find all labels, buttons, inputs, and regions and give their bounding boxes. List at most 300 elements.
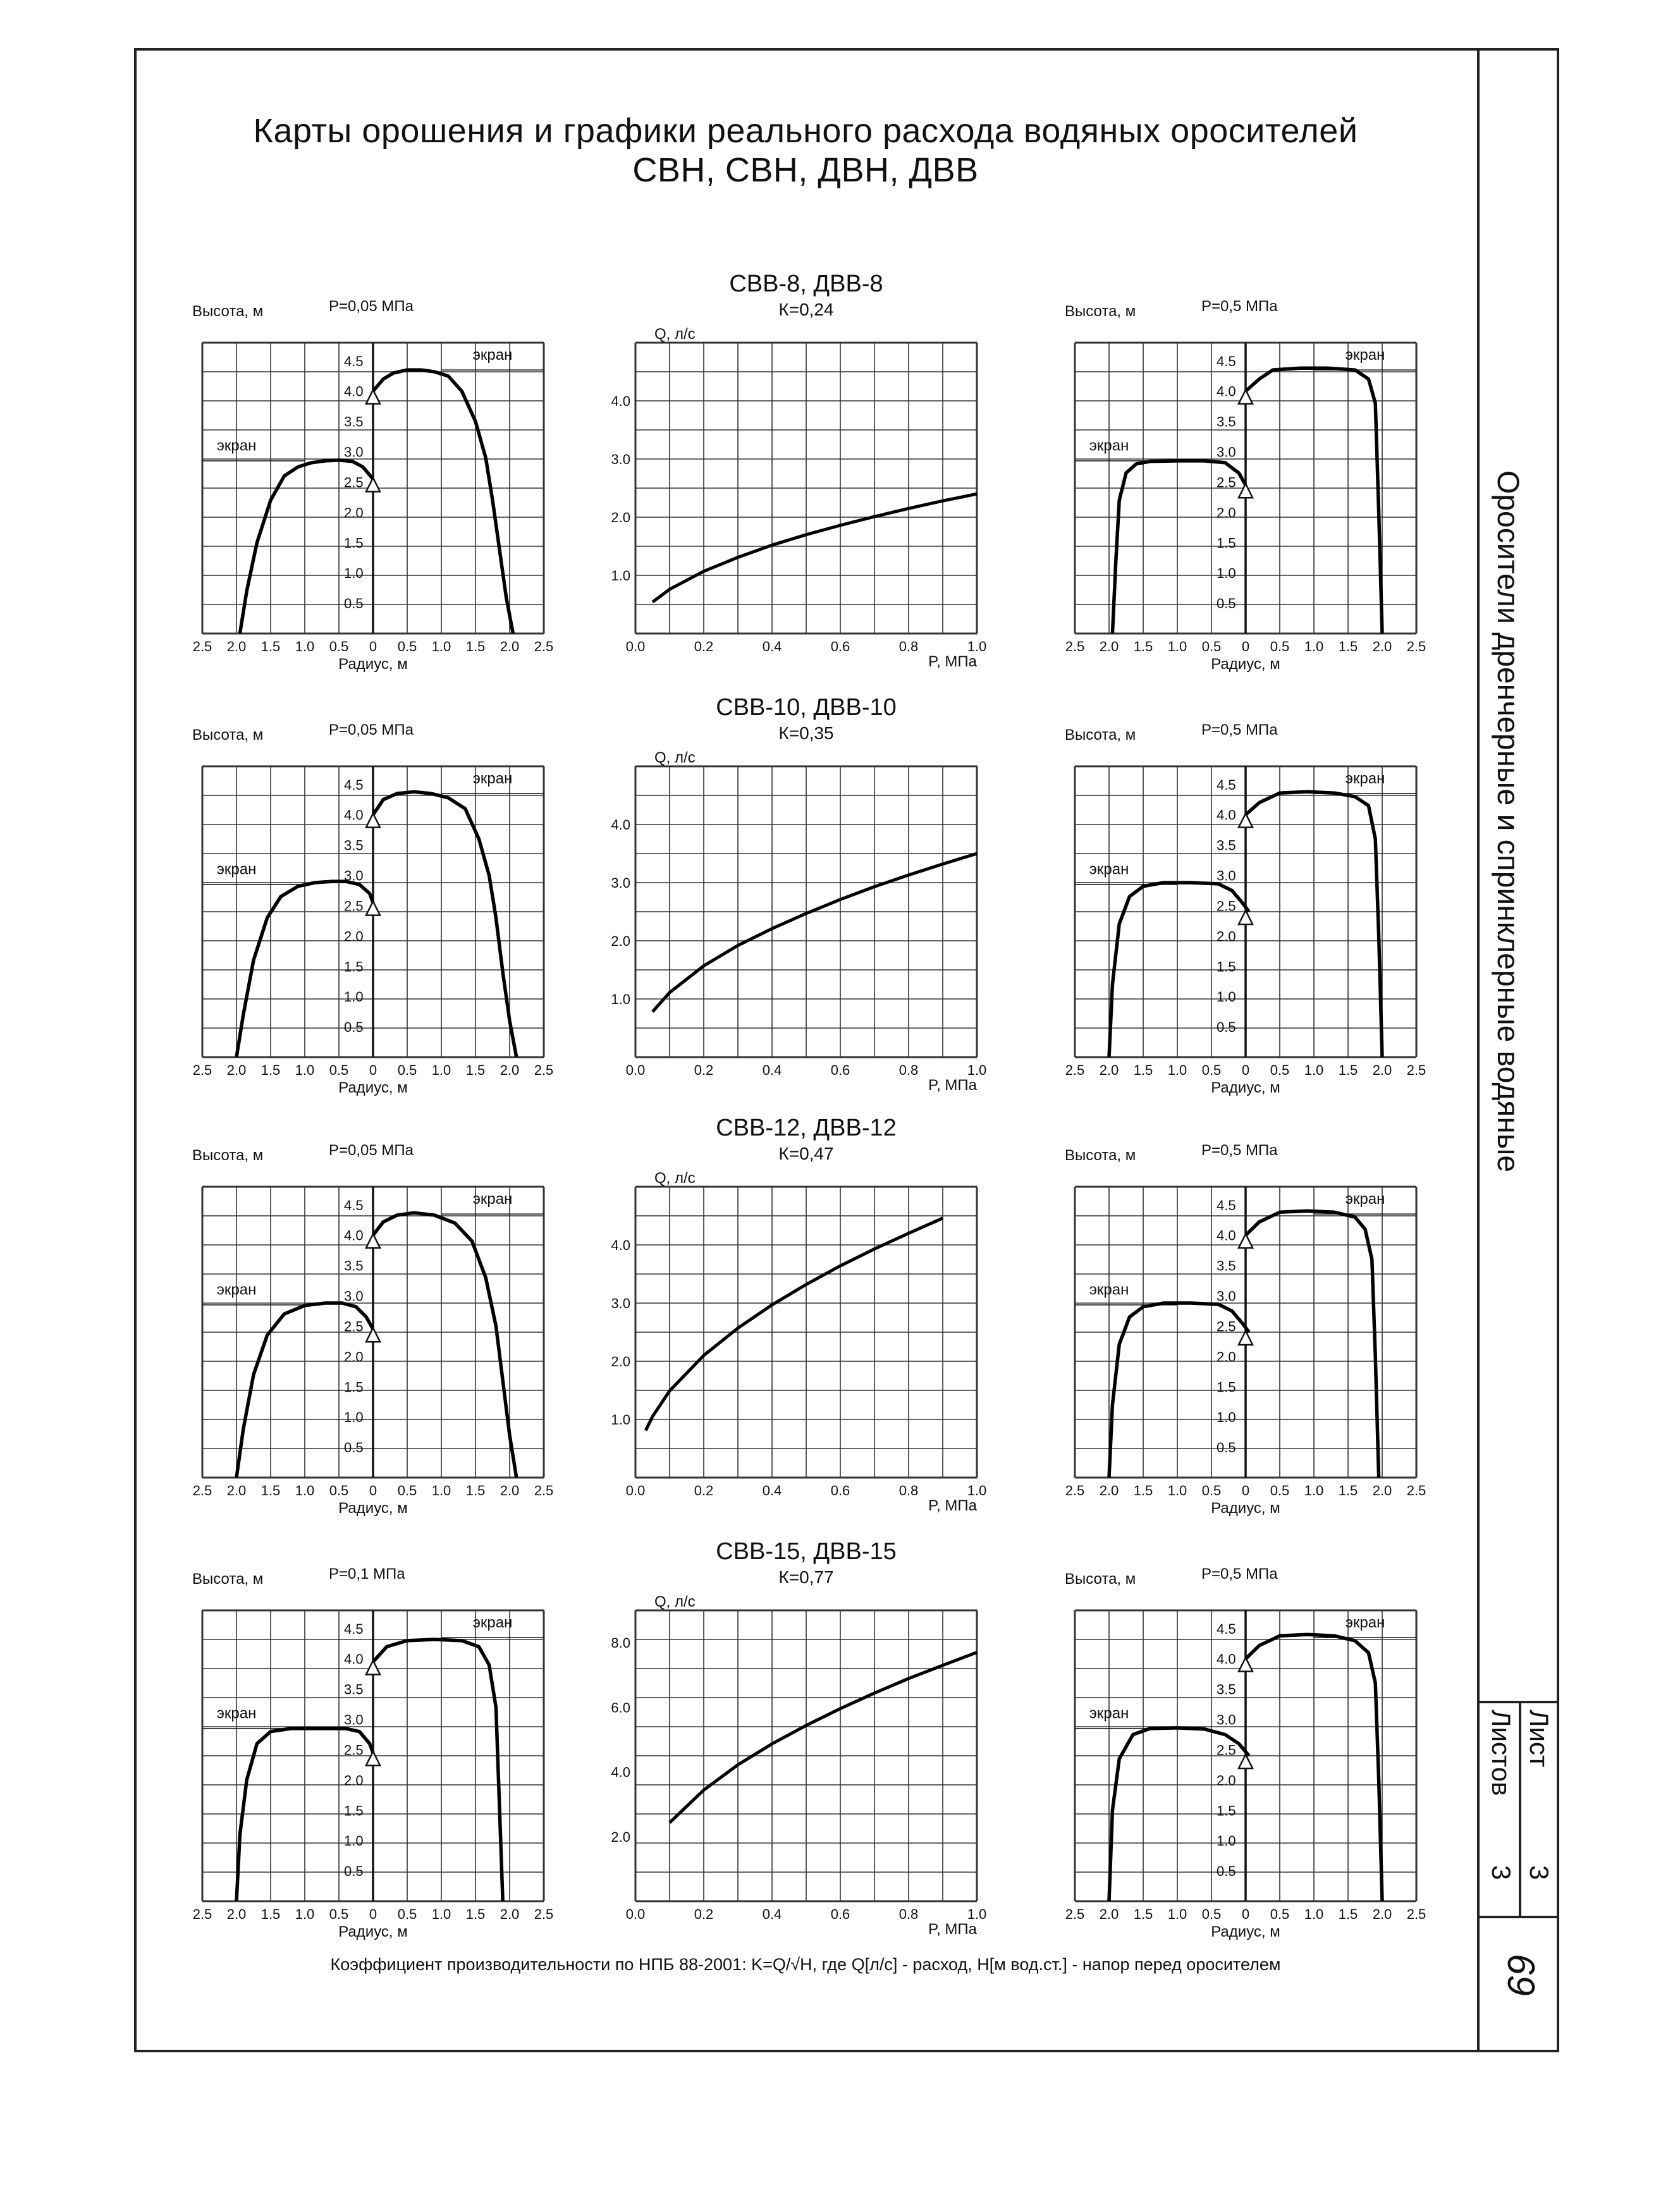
height-axis-label: Высота, м: [1065, 1147, 1136, 1164]
radius-axis-label: Радиус, м: [1211, 1923, 1280, 1940]
radius-tick-label: 1.0: [431, 1906, 451, 1922]
stamp-middle-rule: [1480, 1916, 1559, 1918]
height-tick-label: 1.5: [1217, 535, 1236, 551]
height-tick-label: 3.0: [1217, 1712, 1236, 1728]
height-axis-label: Высота, м: [1065, 303, 1136, 320]
height-tick-label: 0.5: [1217, 1863, 1236, 1880]
height-tick-label: 4.5: [344, 1620, 364, 1637]
radius-tick-label: 0.5: [1201, 1483, 1222, 1498]
q-tick-label: 1.0: [611, 568, 630, 584]
nozzle-marker: [366, 1660, 380, 1674]
radius-tick-label: 2.5: [1065, 1062, 1085, 1078]
nozzle-marker: [366, 1328, 380, 1342]
pressure-label: P=0,05 МПа: [329, 298, 414, 315]
radius-tick-label: 2.0: [500, 639, 520, 654]
height-tick-label: 2.0: [344, 1772, 364, 1789]
height-tick-label: 4.5: [1217, 353, 1236, 369]
p-tick-label: 0.6: [830, 1906, 850, 1922]
q-axis-label: Q, л/с: [654, 1170, 696, 1187]
radius-tick-label: 0: [369, 639, 377, 654]
radius-tick-label: 0.5: [1270, 1062, 1290, 1078]
q-tick-label: 2.0: [611, 510, 630, 525]
height-tick-label: 0.5: [344, 1863, 364, 1880]
q-tick-label: 6.0: [611, 1700, 630, 1716]
spray-map-high-pressure: [1062, 721, 1429, 1100]
height-tick-label: 4.0: [1217, 1651, 1236, 1667]
radius-tick-label: 2.0: [500, 1483, 520, 1498]
stamp-sheets-value: 3: [1487, 1865, 1516, 1880]
radius-tick-label: 1.5: [465, 1483, 486, 1498]
q-tick-label: 2.0: [611, 1354, 630, 1369]
p-axis-label: P, МПа: [928, 1921, 977, 1938]
pressure-label: P=0,5 МПа: [1201, 298, 1278, 315]
radius-tick-label: 0.5: [329, 1483, 349, 1498]
radius-tick-label: 2.0: [1372, 1483, 1392, 1498]
screen-label-upper: экран: [1345, 1190, 1385, 1208]
spray-curve-upper: [373, 1639, 503, 1901]
height-tick-label: 1.0: [344, 1833, 364, 1849]
radius-tick-label: 2.0: [1372, 1906, 1392, 1922]
height-tick-label: 3.0: [1217, 1288, 1236, 1304]
p-tick-label: 0.2: [694, 639, 714, 654]
screen-label-upper: экран: [1345, 1614, 1385, 1631]
height-tick-label: 3.0: [1217, 444, 1236, 460]
radius-axis-label: Радиус, м: [338, 656, 408, 673]
radius-tick-label: 1.5: [1338, 1483, 1358, 1498]
nozzle-marker: [1239, 814, 1253, 828]
radius-tick-label: 2.0: [1099, 1483, 1119, 1498]
height-tick-label: 2.5: [344, 474, 364, 491]
radius-tick-label: 1.0: [431, 639, 451, 654]
p-tick-label: 0.2: [694, 1906, 714, 1922]
q-tick-label: 3.0: [611, 875, 630, 891]
radius-tick-label: 0: [1241, 1062, 1250, 1078]
radius-tick-label: 0.5: [1201, 1906, 1222, 1922]
radius-tick-label: 1.5: [465, 1062, 486, 1078]
radius-tick-label: 1.0: [295, 1483, 315, 1498]
radius-axis-label: Радиус, м: [338, 1079, 408, 1096]
height-tick-label: 1.5: [344, 959, 364, 975]
radius-tick-label: 1.5: [1133, 1906, 1153, 1922]
radius-tick-label: 0: [369, 1062, 377, 1078]
spray-map-high-pressure: [1062, 1565, 1429, 1944]
radius-tick-label: 1.5: [465, 639, 486, 654]
p-tick-label: 0.0: [625, 1062, 646, 1078]
q-axis-label: Q, л/с: [654, 1593, 696, 1610]
radius-tick-label: 2.5: [192, 1062, 212, 1078]
nozzle-marker: [1239, 1658, 1253, 1672]
height-tick-label: 3.5: [1217, 1258, 1236, 1274]
pressure-label: P=0,05 МПа: [329, 1142, 414, 1159]
flow-rate-chart: [611, 1565, 990, 1944]
height-tick-label: 0.5: [1217, 1440, 1236, 1456]
spray-map-low-pressure: [190, 721, 556, 1100]
p-tick-label: 0.2: [694, 1062, 714, 1078]
flow-curve: [670, 1652, 977, 1822]
p-tick-label: 1.0: [967, 1906, 987, 1922]
height-tick-label: 2.0: [1217, 505, 1236, 521]
radius-tick-label: 2.5: [1065, 1483, 1085, 1498]
p-tick-label: 0.4: [762, 639, 782, 654]
radius-tick-label: 2.0: [1099, 1062, 1119, 1078]
height-tick-label: 4.5: [1217, 776, 1236, 793]
height-tick-label: 2.0: [1217, 928, 1236, 945]
radius-axis-label: Радиус, м: [1211, 656, 1280, 673]
p-tick-label: 1.0: [967, 1483, 987, 1498]
radius-tick-label: 2.5: [534, 1062, 554, 1078]
stamp-sheet-value: 3: [1524, 1865, 1554, 1880]
height-tick-label: 0.5: [344, 1440, 364, 1456]
flow-curve: [653, 854, 977, 1012]
radius-tick-label: 0.5: [1270, 1483, 1290, 1498]
radius-tick-label: 2.0: [226, 639, 247, 654]
nozzle-marker: [366, 1234, 380, 1248]
p-tick-label: 1.0: [967, 1062, 987, 1078]
radius-tick-label: 0.5: [329, 1062, 349, 1078]
radius-tick-label: 0.5: [397, 639, 417, 654]
height-tick-label: 3.5: [1217, 413, 1236, 430]
radius-tick-label: 0.5: [329, 1906, 349, 1922]
screen-label-lower: экран: [1089, 437, 1129, 455]
pressure-label: P=0,5 МПа: [1201, 1565, 1278, 1583]
p-tick-label: 0.4: [762, 1483, 782, 1498]
height-tick-label: 3.0: [1217, 867, 1236, 884]
height-tick-label: 4.0: [1217, 1227, 1236, 1244]
radius-tick-label: 1.0: [1304, 1906, 1324, 1922]
height-axis-label: Высота, м: [192, 726, 264, 744]
q-tick-label: 4.0: [611, 1764, 630, 1780]
screen-label-lower: экран: [216, 1281, 257, 1299]
p-tick-label: 0.6: [830, 639, 850, 654]
spray-map-low-pressure: [190, 1141, 556, 1521]
nozzle-marker: [366, 1751, 380, 1765]
q-tick-label: 3.0: [611, 1295, 630, 1311]
chart-row-heading: СВВ-8, ДВВ-8: [729, 271, 883, 297]
screen-label-upper: экран: [1345, 346, 1385, 364]
screen-label-lower: экран: [1089, 1281, 1129, 1299]
radius-tick-label: 1.0: [431, 1062, 451, 1078]
height-tick-label: 3.5: [344, 1681, 364, 1698]
height-tick-label: 2.0: [1217, 1349, 1236, 1365]
radius-tick-label: 0.5: [1270, 1906, 1290, 1922]
radius-tick-label: 2.5: [192, 1906, 212, 1922]
flow-curve: [646, 1218, 943, 1431]
height-tick-label: 2.5: [344, 898, 364, 914]
height-tick-label: 4.5: [1217, 1620, 1236, 1637]
height-tick-label: 2.5: [344, 1318, 364, 1335]
height-tick-label: 1.0: [1217, 1833, 1236, 1849]
height-tick-label: 4.0: [344, 1651, 364, 1667]
height-tick-label: 1.0: [344, 1409, 364, 1426]
radius-axis-label: Радиус, м: [338, 1500, 408, 1517]
screen-label-upper: экран: [472, 1614, 513, 1631]
radius-tick-label: 1.0: [1304, 639, 1324, 654]
pressure-label: P=0,1 МПа: [329, 1565, 405, 1583]
nozzle-marker: [1239, 390, 1253, 404]
flow-curve: [653, 494, 977, 602]
pressure-label: P=0,5 МПа: [1201, 1142, 1278, 1159]
footer-note: Коэффициент производительности по НПБ 88-2001: K=Q/√H, где Q[л/с] - расход, H[м вод.ст.] - напор перед оросителем: [330, 1955, 1281, 1974]
q-tick-label: 3.0: [611, 451, 630, 467]
chart-row-heading: СВВ-10, ДВВ-10: [716, 694, 897, 721]
stamp-sheets-label: Листов: [1487, 1710, 1516, 1796]
nozzle-marker: [366, 390, 380, 404]
p-tick-label: 0.0: [625, 1906, 646, 1922]
stamp-page-number: 69: [1500, 1954, 1542, 1996]
q-tick-label: 1.0: [611, 1412, 630, 1428]
radius-tick-label: 2.0: [1099, 1906, 1119, 1922]
radius-axis-label: Радиус, м: [338, 1923, 408, 1940]
height-tick-label: 2.5: [1217, 1318, 1236, 1335]
q-tick-label: 4.0: [611, 817, 630, 833]
height-tick-label: 3.5: [344, 413, 364, 430]
radius-tick-label: 2.0: [1372, 639, 1392, 654]
spray-curve-upper: [373, 370, 513, 634]
screen-label-lower: экран: [216, 861, 257, 878]
radius-tick-label: 1.5: [261, 1906, 281, 1922]
p-tick-label: 0.8: [898, 639, 919, 654]
radius-tick-label: 2.5: [534, 1906, 554, 1922]
height-tick-label: 4.0: [344, 383, 364, 400]
p-tick-label: 0.2: [694, 1483, 714, 1498]
radius-tick-label: 2.0: [1099, 639, 1119, 654]
p-tick-label: 0.8: [898, 1483, 919, 1498]
radius-tick-label: 0.5: [1201, 1062, 1222, 1078]
p-tick-label: 0.0: [625, 639, 646, 654]
height-tick-label: 1.0: [1217, 989, 1236, 1005]
radius-tick-label: 1.5: [465, 1906, 486, 1922]
height-axis-label: Высота, м: [192, 1571, 264, 1588]
radius-tick-label: 2.5: [1406, 1906, 1426, 1922]
height-tick-label: 1.5: [344, 535, 364, 551]
height-tick-label: 3.5: [344, 1258, 364, 1274]
radius-tick-label: 1.0: [431, 1483, 451, 1498]
chart-row-heading: СВВ-12, ДВВ-12: [716, 1115, 897, 1141]
screen-label-upper: экран: [472, 1190, 513, 1208]
pressure-label: P=0,5 МПа: [1201, 721, 1278, 738]
height-tick-label: 2.5: [1217, 898, 1236, 914]
height-tick-label: 1.5: [344, 1803, 364, 1819]
radius-tick-label: 0: [1241, 1483, 1250, 1498]
height-tick-label: 2.5: [344, 1742, 364, 1758]
height-tick-label: 1.5: [1217, 1803, 1236, 1819]
radius-tick-label: 1.5: [261, 1483, 281, 1498]
flow-rate-chart: [611, 297, 990, 677]
radius-tick-label: 2.5: [1065, 1906, 1085, 1922]
p-tick-label: 0.0: [625, 1483, 646, 1498]
stamp-divider: [1519, 1701, 1521, 1916]
height-tick-label: 1.5: [1217, 959, 1236, 975]
height-tick-label: 1.0: [1217, 565, 1236, 582]
title-block-stamp: [1480, 1701, 1559, 2052]
radius-tick-label: 1.5: [1338, 1062, 1358, 1078]
radius-tick-label: 2.0: [500, 1062, 520, 1078]
p-tick-label: 0.4: [762, 1062, 782, 1078]
radius-tick-label: 0: [369, 1906, 377, 1922]
height-tick-label: 2.5: [1217, 474, 1236, 491]
height-tick-label: 0.5: [1217, 596, 1236, 612]
radius-tick-label: 0.5: [329, 639, 349, 654]
stamp-sheet-label: Лист: [1524, 1710, 1554, 1768]
radius-tick-label: 1.0: [295, 1906, 315, 1922]
k-coefficient-label: К=0,35: [778, 723, 834, 743]
radius-tick-label: 2.0: [226, 1062, 247, 1078]
nozzle-marker: [1239, 484, 1253, 498]
spray-map-low-pressure: [190, 297, 556, 677]
chart-row-heading: СВВ-15, ДВВ-15: [716, 1538, 897, 1565]
spray-curve-upper: [1246, 1211, 1379, 1478]
q-axis-label: Q, л/с: [654, 326, 696, 343]
height-tick-label: 4.0: [344, 807, 364, 823]
radius-tick-label: 1.5: [1133, 639, 1153, 654]
radius-tick-label: 0.5: [397, 1906, 417, 1922]
screen-label-lower: экран: [216, 437, 257, 455]
spray-map-high-pressure: [1062, 297, 1429, 677]
height-tick-label: 1.0: [1217, 1409, 1236, 1426]
radius-tick-label: 1.5: [1338, 1906, 1358, 1922]
height-tick-label: 4.0: [1217, 807, 1236, 823]
height-tick-label: 4.5: [344, 1197, 364, 1213]
p-tick-label: 0.8: [898, 1906, 919, 1922]
flow-rate-chart: [611, 1141, 990, 1521]
height-axis-label: Высота, м: [192, 1147, 264, 1164]
radius-tick-label: 1.5: [1133, 1062, 1153, 1078]
height-tick-label: 3.0: [344, 867, 364, 884]
radius-tick-label: 1.5: [261, 639, 281, 654]
p-tick-label: 0.6: [830, 1483, 850, 1498]
nozzle-marker: [366, 478, 380, 492]
radius-tick-label: 1.0: [1304, 1062, 1324, 1078]
p-tick-label: 0.8: [898, 1062, 919, 1078]
height-tick-label: 2.0: [1217, 1772, 1236, 1789]
radius-tick-label: 2.5: [192, 1483, 212, 1498]
height-tick-label: 3.5: [1217, 837, 1236, 854]
radius-tick-label: 0: [1241, 639, 1250, 654]
p-axis-label: P, МПа: [928, 653, 977, 670]
radius-tick-label: 2.5: [534, 639, 554, 654]
height-axis-label: Высота, м: [1065, 1571, 1136, 1588]
height-axis-label: Высота, м: [192, 303, 264, 320]
height-tick-label: 3.0: [344, 444, 364, 460]
height-tick-label: 4.0: [344, 1227, 364, 1244]
height-tick-label: 2.0: [344, 928, 364, 945]
q-tick-label: 2.0: [611, 933, 630, 949]
radius-tick-label: 2.5: [1406, 1062, 1426, 1078]
height-tick-label: 4.5: [1217, 1197, 1236, 1213]
q-tick-label: 4.0: [611, 393, 630, 409]
screen-label-lower: экран: [1089, 1705, 1129, 1722]
radius-tick-label: 2.5: [1406, 1483, 1426, 1498]
spray-map-high-pressure: [1062, 1141, 1429, 1521]
height-tick-label: 1.5: [1217, 1379, 1236, 1395]
k-coefficient-label: К=0,24: [778, 300, 834, 319]
p-tick-label: 0.6: [830, 1062, 850, 1078]
radius-tick-label: 2.0: [1372, 1062, 1392, 1078]
radius-tick-label: 0.5: [397, 1483, 417, 1498]
radius-tick-label: 0.5: [397, 1062, 417, 1078]
p-tick-label: 0.4: [762, 1906, 782, 1922]
radius-tick-label: 1.5: [261, 1062, 281, 1078]
radius-tick-label: 0: [369, 1483, 377, 1498]
radius-tick-label: 1.5: [1338, 639, 1358, 654]
k-coefficient-label: К=0,77: [778, 1567, 834, 1587]
radius-tick-label: 0.5: [1201, 639, 1222, 654]
radius-tick-label: 1.0: [1167, 1062, 1187, 1078]
nozzle-marker: [1239, 910, 1253, 924]
radius-tick-label: 1.0: [1167, 1906, 1187, 1922]
nozzle-marker: [1239, 1755, 1253, 1768]
q-axis-label: Q, л/с: [654, 749, 696, 766]
p-axis-label: P, МПа: [928, 1077, 977, 1094]
radius-axis-label: Радиус, м: [1211, 1500, 1280, 1517]
radius-tick-label: 1.0: [1167, 1483, 1187, 1498]
height-axis-label: Высота, м: [1065, 726, 1136, 744]
radius-tick-label: 2.5: [192, 639, 212, 654]
radius-tick-label: 2.0: [226, 1483, 247, 1498]
screen-label-lower: экран: [216, 1705, 257, 1722]
height-tick-label: 3.5: [344, 837, 364, 854]
height-tick-label: 1.0: [344, 989, 364, 1005]
radius-tick-label: 2.5: [1065, 639, 1085, 654]
height-tick-label: 4.5: [344, 353, 364, 369]
height-tick-label: 2.0: [344, 1349, 364, 1365]
page-title-line-1: Карты орошения и графики реального расхода водяных оросителей: [253, 112, 1358, 150]
p-axis-label: P, МПа: [928, 1497, 977, 1514]
radius-tick-label: 0: [1241, 1906, 1250, 1922]
spray-map-low-pressure: [190, 1565, 556, 1944]
radius-tick-label: 1.5: [1133, 1483, 1153, 1498]
q-tick-label: 8.0: [611, 1635, 630, 1651]
radius-tick-label: 2.0: [500, 1906, 520, 1922]
flow-rate-chart: [611, 721, 990, 1100]
side-title: Оросители дренчерные и спринклерные водяные: [1491, 470, 1524, 1173]
screen-label-upper: экран: [472, 346, 513, 364]
radius-axis-label: Радиус, м: [1211, 1079, 1280, 1096]
p-tick-label: 1.0: [967, 639, 987, 654]
radius-tick-label: 2.0: [226, 1906, 247, 1922]
height-tick-label: 4.5: [344, 776, 364, 793]
radius-tick-label: 1.0: [295, 1062, 315, 1078]
k-coefficient-label: К=0,47: [778, 1144, 834, 1163]
nozzle-marker: [366, 814, 380, 828]
page-title-line-2: СВН, СВН, ДВН, ДВВ: [632, 151, 979, 189]
radius-tick-label: 1.0: [295, 639, 315, 654]
q-tick-label: 1.0: [611, 991, 630, 1007]
spray-curve-upper: [373, 1213, 517, 1478]
screen-label-lower: экран: [1089, 861, 1129, 878]
radius-tick-label: 0.5: [1270, 639, 1290, 654]
screen-label-upper: экран: [1345, 769, 1385, 787]
spray-curve-upper: [373, 792, 517, 1057]
height-tick-label: 2.0: [344, 505, 364, 521]
pressure-label: P=0,05 МПа: [329, 721, 414, 738]
height-tick-label: 0.5: [1217, 1019, 1236, 1036]
height-tick-label: 2.5: [1217, 1742, 1236, 1758]
radius-tick-label: 2.5: [1406, 639, 1426, 654]
nozzle-marker: [366, 902, 380, 916]
height-tick-label: 1.0: [344, 565, 364, 582]
screen-label-upper: экран: [472, 769, 513, 787]
radius-tick-label: 2.5: [534, 1483, 554, 1498]
radius-tick-label: 1.0: [1167, 639, 1187, 654]
q-tick-label: 2.0: [611, 1828, 630, 1845]
height-tick-label: 3.0: [344, 1712, 364, 1728]
height-tick-label: 3.0: [344, 1288, 364, 1304]
q-tick-label: 4.0: [611, 1237, 630, 1253]
nozzle-marker: [1239, 1331, 1253, 1345]
height-tick-label: 1.5: [344, 1379, 364, 1395]
height-tick-label: 3.5: [1217, 1681, 1236, 1698]
